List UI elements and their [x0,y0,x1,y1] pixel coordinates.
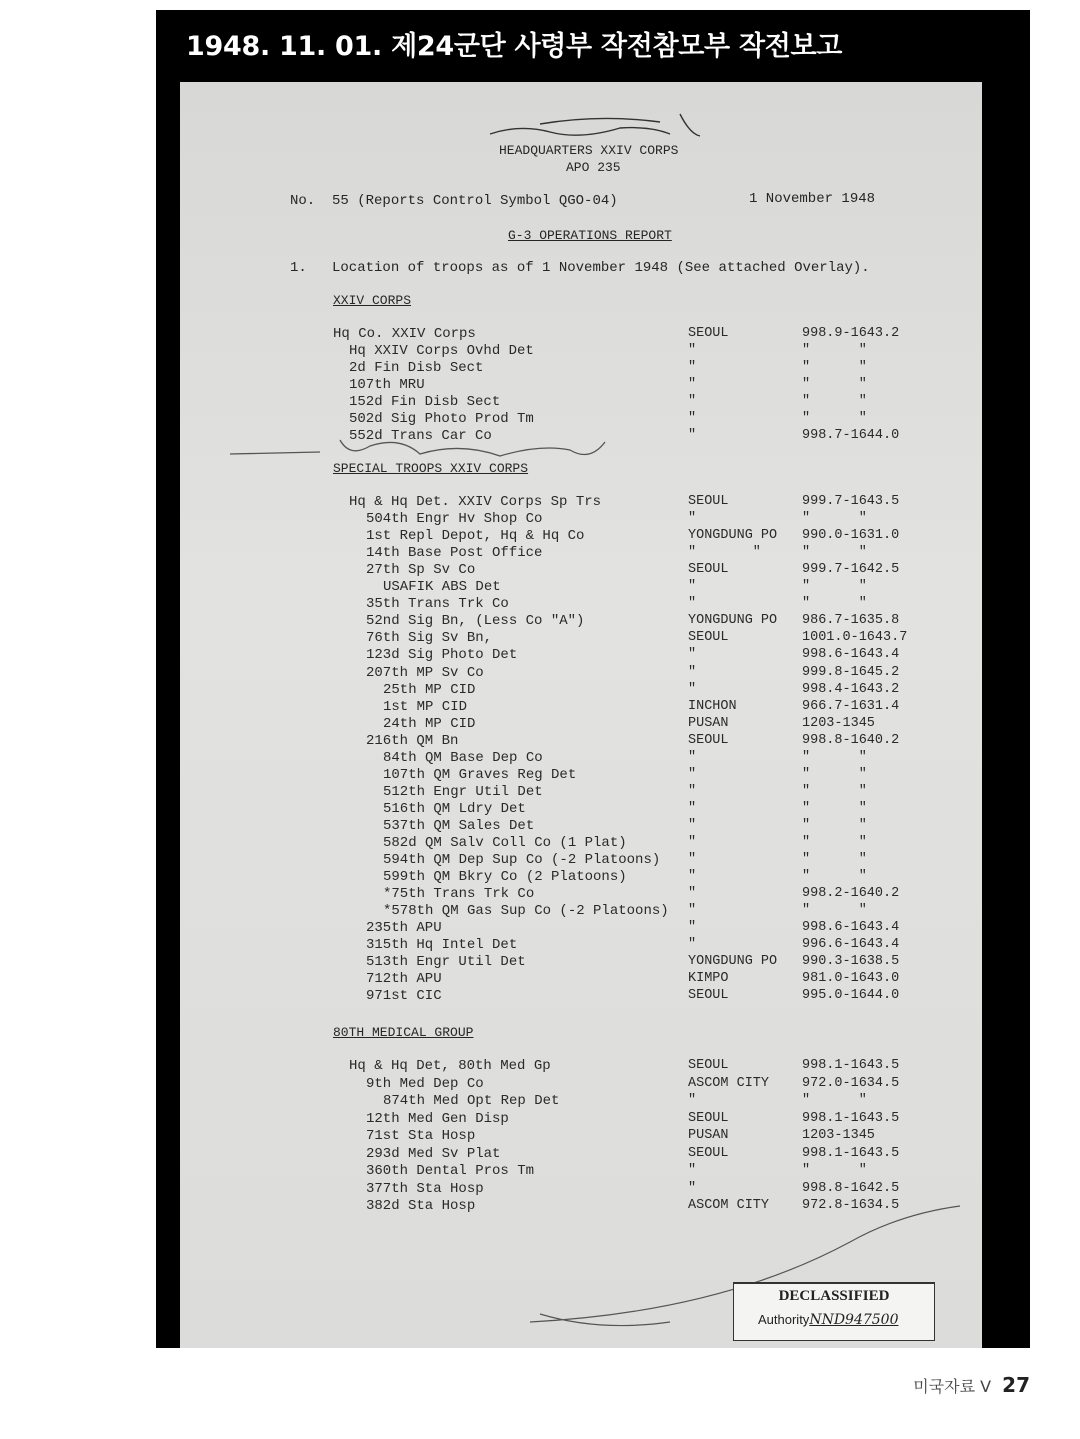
unit-coordinates: 1001.0-1643.7 [802,630,908,646]
unit-location: " [688,579,697,595]
unit-location: YONGDUNG PO [688,528,778,544]
unit-location: " [688,647,697,663]
unit-location: SEOUL [688,1058,729,1073]
unit-row [180,1128,982,1145]
unit-name: 152d Fin Disb Sect [349,394,501,410]
unit-coordinates: 998.9-1643.2 [802,326,900,341]
unit-row [180,394,982,411]
unit-location: PUSAN [688,715,729,731]
unit-row [180,613,982,630]
unit-name: 712th APU [366,971,442,988]
unit-location: KIMPO [688,971,729,987]
unit-coordinates: 998.7-1644.0 [802,428,900,443]
page-title: 1948. 11. 01. 제24군단 사령부 작전참모부 작전보고 [186,31,843,62]
unit-name: 2d Fin Disb Sect [349,360,484,376]
unit-row [180,665,982,682]
unit-location: " [688,1180,697,1196]
unit-name: 52nd Sig Bn, (Less Co "A") [366,613,585,630]
unit-name: USAFIK ABS Det [383,579,501,596]
unit-row [180,411,982,428]
unit-row [180,1146,982,1163]
unit-coordinates: " " [802,852,867,868]
unit-location: " [688,343,697,358]
unit-coordinates: " " [802,1163,867,1178]
unit-name: 107th MRU [349,377,425,393]
unit-coordinates: " " [802,394,867,409]
unit-row [180,937,982,954]
unit-name: 377th Sta Hosp [366,1180,484,1197]
unit-location: SEOUL [688,326,729,341]
declassified-stamp [733,1282,935,1341]
unit-name: 537th QM Sales Det [383,817,535,834]
unit-coordinates: 998.1-1643.5 [802,1145,900,1161]
unit-name: 874th Med Opt Rep Det [383,1093,560,1109]
unit-location: SEOUL [688,1110,729,1126]
unit-name: 599th QM Bkry Co (2 Platoons) [383,869,627,886]
unit-location: " [688,766,697,782]
unit-location: " [688,411,697,426]
unit-location: INCHON [688,698,737,714]
unit-row [180,360,982,377]
page-number: 27 [1002,1373,1030,1397]
unit-coordinates: " " [802,817,867,833]
unit-name: 27th Sp Sv Co [366,562,476,579]
unit-location: " " [688,545,761,561]
unit-row [180,903,982,920]
unit-coordinates: 990.0-1631.0 [802,528,900,544]
unit-name: Hq Co. XXIV Corps [333,326,476,342]
unit-row [180,596,982,613]
unit-row [180,545,982,562]
unit-coordinates: " " [802,1093,867,1108]
unit-coordinates: 998.2-1640.2 [802,886,900,902]
unit-location: PUSAN [688,1128,729,1143]
unit-row [180,1076,982,1093]
unit-name: 360th Dental Pros Tm [366,1163,535,1179]
unit-location: YONGDUNG PO [688,954,778,970]
stamp-label: DECLASSIFIED [778,1288,890,1304]
unit-coordinates: 998.1-1643.5 [802,1058,900,1073]
page-footer [913,1373,1030,1397]
unit-coordinates: 998.1-1643.5 [802,1110,900,1126]
unit-location: " [688,1163,697,1178]
unit-row [180,869,982,886]
unit-name: Hq XXIV Corps Ovhd Det [349,343,534,359]
unit-coordinates: 986.7-1635.8 [802,613,900,629]
unit-name: *578th QM Gas Sup Co (-2 Platoons) [383,903,669,920]
unit-coordinates: 999.7-1642.5 [802,562,900,578]
unit-row [180,920,982,937]
stamp-authority-label: Authority [758,1312,810,1327]
stamp-authority-value: NND947500 [809,1312,899,1328]
section-heading: SPECIAL TROOPS XXIV CORPS [333,461,529,476]
section-heading: XXIV CORPS [333,293,412,308]
unit-row [180,562,982,579]
unit-coordinates: " " [802,596,867,612]
unit-location: " [688,886,697,902]
unit-coordinates: 998.4-1643.2 [802,681,900,697]
unit-coordinates: " " [802,835,867,850]
unit-coordinates: " " [802,411,867,426]
unit-row [180,630,982,647]
scanned-document [180,82,982,1348]
unit-row [180,1058,982,1075]
unit-row [180,511,982,528]
unit-name: Hq & Hq Det. XXIV Corps Sp Trs [349,494,602,510]
unit-name: 35th Trans Trk Co [366,596,509,613]
item-1-text: 1. Location of troops as of 1 November 1948 (See attached Overlay). [290,260,870,276]
unit-name: 382d Sta Hosp [366,1198,476,1214]
unit-location: SEOUL [688,1145,729,1161]
unit-location: " [688,360,697,375]
unit-row [180,716,982,733]
unit-name: 315th Hq Intel Det [366,937,518,954]
unit-name: 512th Engr Util Det [383,783,543,800]
unit-row [180,818,982,835]
unit-coordinates: 998.8-1642.5 [802,1180,900,1196]
unit-coordinates: 1203-1345 [802,1128,875,1143]
unit-name: 207th MP Sv Co [366,664,484,681]
unit-name: 14th Base Post Office [366,545,543,562]
unit-name: 293d Med Sv Plat [366,1145,501,1162]
unit-coordinates: 972.8-1634.5 [802,1198,900,1213]
unit-location: " [688,1093,697,1108]
unit-coordinates: 966.7-1631.4 [802,698,900,714]
unit-location: " [688,749,697,765]
unit-coordinates: " " [802,766,867,782]
letterhead-line-2: APO 235 [566,160,621,175]
letterhead-line-1: HEADQUARTERS XXIV CORPS [499,143,679,158]
unit-location: SEOUL [688,562,729,578]
unit-coordinates: 999.8-1645.2 [802,664,900,680]
unit-name: 235th APU [366,920,442,937]
unit-coordinates: " " [802,343,867,358]
unit-name: 516th QM Ldry Det [383,800,526,817]
unit-coordinates: " " [802,511,867,527]
unit-coordinates: 972.0-1634.5 [802,1075,900,1091]
unit-name: 552d Trans Car Co [349,428,492,444]
unit-row [180,528,982,545]
unit-row [180,767,982,784]
unit-name: 25th MP CID [383,681,476,698]
unit-row [180,579,982,596]
unit-row [180,801,982,818]
unit-location: " [688,428,697,443]
handwritten-annotation [220,432,620,472]
section-heading: 80TH MEDICAL GROUP [333,1025,474,1040]
document-frame [156,10,1030,1348]
unit-name: 107th QM Graves Reg Det [383,766,577,783]
footer-section: 미국자료 V [913,1377,992,1396]
unit-location: " [688,937,697,953]
unit-name: 84th QM Base Dep Co [383,749,543,766]
unit-row [180,988,982,1005]
unit-coordinates: 990.3-1638.5 [802,954,900,970]
unit-coordinates: 995.0-1644.0 [802,988,900,1004]
unit-name: 9th Med Dep Co [366,1075,484,1092]
unit-name: 594th QM Dep Sup Co (-2 Platoons) [383,852,661,869]
unit-coordinates: " " [802,869,867,885]
unit-coordinates: " " [802,800,867,816]
unit-name: 216th QM Bn [366,732,459,749]
unit-location: " [688,817,697,833]
unit-coordinates: " " [802,579,867,595]
unit-row [180,733,982,750]
unit-row [180,954,982,971]
unit-coordinates: " " [802,360,867,375]
unit-name: 123d Sig Photo Det [366,647,518,664]
unit-name: 76th Sig Sv Bn, [366,630,493,647]
unit-row [180,699,982,716]
unit-coordinates: 998.6-1643.4 [802,647,900,663]
unit-location: " [688,596,697,612]
unit-location: " [688,783,697,799]
report-number: No. 55 (Reports Control Symbol QGO-04) [290,193,618,209]
unit-name: 582d QM Salv Coll Co (1 Plat) [383,835,627,851]
unit-row [180,343,982,360]
unit-name: 971st CIC [366,988,442,1005]
unit-location: " [688,920,697,936]
unit-location: SEOUL [688,630,729,646]
unit-coordinates: " " [802,377,867,392]
unit-row [180,647,982,664]
report-title: G-3 OPERATIONS REPORT [508,228,672,243]
unit-coordinates: 981.0-1643.0 [802,971,900,987]
unit-location: " [688,852,697,868]
unit-name: Hq & Hq Det, 80th Med Gp [349,1058,551,1074]
unit-coordinates: 999.7-1643.5 [802,494,900,509]
unit-name: 24th MP CID [383,715,476,732]
unit-location: " [688,377,697,392]
unit-row [180,852,982,869]
report-date: 1 November 1948 [749,191,876,207]
unit-row [180,326,982,343]
unit-location: " [688,394,697,409]
unit-coordinates: 1203-1345 [802,715,875,731]
unit-location: " [688,681,697,697]
unit-name: 12th Med Gen Disp [366,1110,509,1127]
unit-row [180,886,982,903]
unit-location: " [688,869,697,885]
unit-name: *75th Trans Trk Co [383,886,535,903]
unit-row [180,1163,982,1180]
unit-coordinates: 998.6-1643.4 [802,920,900,936]
unit-row [180,1111,982,1128]
unit-location: " [688,800,697,816]
unit-location: ASCOM CITY [688,1075,770,1091]
unit-coordinates: 998.8-1640.2 [802,732,900,748]
unit-name: 504th Engr Hv Shop Co [366,511,543,528]
unit-row [180,971,982,988]
unit-row [180,494,982,511]
handwritten-signature-top [480,104,710,144]
unit-coordinates: " " [802,783,867,799]
unit-location: SEOUL [688,988,729,1004]
unit-row [180,784,982,801]
unit-location: YONGDUNG PO [688,613,778,629]
unit-coordinates: 996.6-1643.4 [802,937,900,953]
unit-row [180,1093,982,1110]
unit-location: SEOUL [688,732,729,748]
unit-location: " [688,664,697,680]
unit-coordinates: " " [802,903,867,919]
unit-row [180,835,982,852]
unit-coordinates: " " [802,545,867,561]
unit-location: " [688,511,697,527]
unit-location: ASCOM CITY [688,1198,770,1213]
unit-name: 71st Sta Hosp [366,1128,476,1144]
unit-row [180,377,982,394]
unit-name: 1st MP CID [383,698,468,715]
unit-name: 502d Sig Photo Prod Tm [349,411,534,427]
unit-row [180,1181,982,1198]
unit-row [180,750,982,767]
unit-name: 1st Repl Depot, Hq & Hq Co [366,528,585,545]
unit-coordinates: " " [802,749,867,765]
unit-row [180,682,982,699]
unit-location: " [688,835,697,850]
unit-location: SEOUL [688,494,729,509]
unit-location: " [688,903,697,919]
unit-name: 513th Engr Util Det [366,954,526,971]
